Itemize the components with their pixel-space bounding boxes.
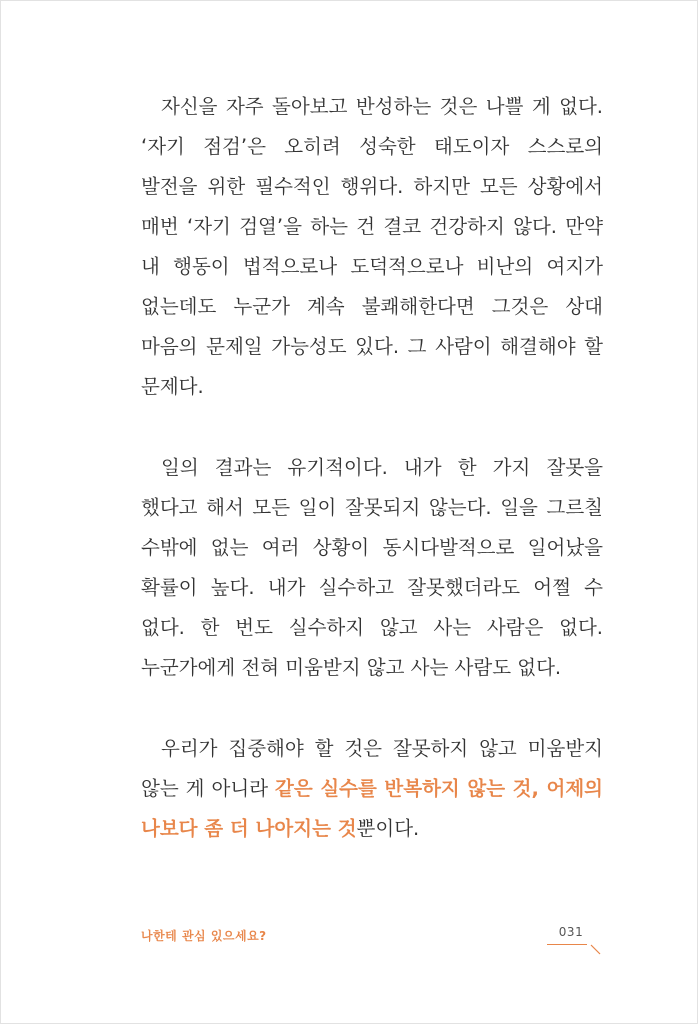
page-number-tick-mark bbox=[590, 944, 602, 956]
page-number: 031 bbox=[558, 925, 584, 939]
paragraph-3 bbox=[141, 729, 603, 849]
running-footer-book-title: 나한테 관심 있으세요? bbox=[141, 929, 267, 943]
paragraph-2: 일의 결과는 유기적이다. 내가 한 가지 잘못을 했다고 해서 모든 일이 잘못되지 않는다. 일을 그르칠 수밖에 없는 여러 상황이 동시다발적으로 일어났을 확률이 높다. 내가 실수하고 잘못했더라도 어쩔 수 없다. 한 번도 실수하지 않고 사는 사람은 없다. 누군가에게 전혀 미움받지 않고 사는 사람도 없다. bbox=[141, 456, 603, 679]
paragraph-3-text-after: 뿐이다. bbox=[356, 817, 420, 840]
paragraph-1: 자신을 자주 돌아보고 반성하는 것은 나쁠 게 없다. ‘자기 점검’은 오히려 성숙한 태도이자 스스로의 발전을 위한 필수적인 행위다. 하지만 모든 상황에서 매번 ‘자기 검열’을 하는 건 결코 건강하지 않다. 만약 내 행동이 법적으로나 도덕적으로나 비난의 여지가 없는데도 누군가 계속 불쾌해한다면 그것은 상대 마음의 문제일 가능성도 있다. 그 사람이 해결해야 할 문제다. bbox=[141, 95, 603, 398]
body-text bbox=[141, 87, 603, 890]
paragraph-3-highlight: 같은 실수를 반복하지 않는 것, 어제의 나보다 좀 더 나아지는 것 bbox=[141, 777, 603, 840]
paragraph-3-text-before: 우리가 집중해야 할 것은 잘못하지 않고 미움받지 않는 게 아니라 bbox=[141, 737, 603, 800]
page-number-underline bbox=[547, 944, 587, 945]
